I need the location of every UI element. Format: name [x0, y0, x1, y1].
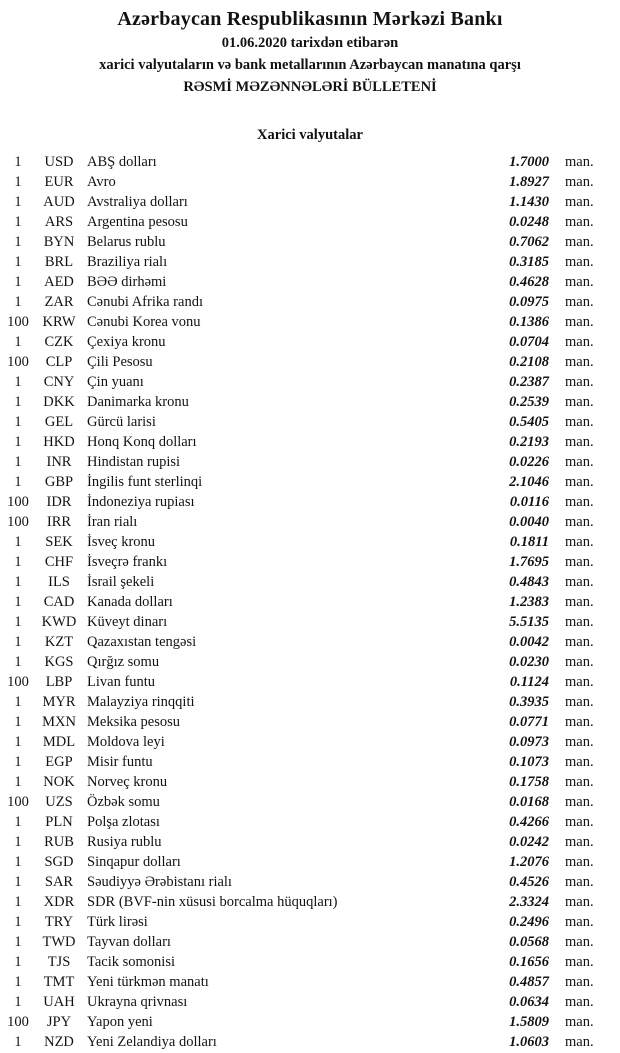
currency-rate-row — [0, 532, 620, 552]
unit-cell: man. — [565, 174, 594, 190]
currency-name-cell: İran rialı — [87, 514, 138, 530]
rate-value-cell: 0.0973 — [509, 734, 549, 750]
rate-value-cell: 0.4843 — [509, 574, 549, 590]
currency-code-cell: GEL — [44, 414, 74, 430]
quantity-cell: 1 — [14, 474, 22, 490]
unit-cell: man. — [565, 414, 594, 430]
currency-code-cell: SEK — [45, 534, 73, 550]
currency-name-cell: Rusiya rublu — [87, 834, 162, 850]
quantity-cell: 100 — [7, 674, 29, 690]
unit-cell: man. — [565, 674, 594, 690]
currency-name-cell: Meksika pesosu — [87, 714, 181, 730]
currency-rate-row — [0, 592, 620, 612]
currency-code-cell: ZAR — [44, 294, 74, 310]
currency-code-cell: MXN — [42, 714, 76, 730]
rate-value-cell: 0.1656 — [509, 954, 549, 970]
quantity-cell: 1 — [14, 294, 22, 310]
unit-cell: man. — [565, 274, 594, 290]
currency-code-cell: EGP — [45, 754, 73, 770]
rate-value-cell: 0.2387 — [509, 374, 549, 390]
unit-cell: man. — [565, 934, 594, 950]
currency-code-cell: NOK — [43, 774, 75, 790]
currency-code-cell: IDR — [46, 494, 72, 510]
currency-code-cell: NZD — [44, 1034, 74, 1050]
unit-cell: man. — [565, 914, 594, 930]
quantity-cell: 1 — [14, 834, 22, 850]
currency-name-cell: Cənubi Korea vonu — [87, 314, 201, 330]
currency-rate-row — [0, 572, 620, 592]
currency-name-cell: Ukrayna qrivnası — [87, 994, 188, 1010]
currency-name-cell: Livan funtu — [87, 674, 156, 690]
rate-value-cell: 0.0230 — [509, 654, 549, 670]
currency-rate-row — [0, 552, 620, 572]
currency-rate-row — [0, 392, 620, 412]
rate-value-cell: 0.1073 — [509, 754, 549, 770]
unit-cell: man. — [565, 234, 594, 250]
currency-name-cell: Küveyt dinarı — [87, 614, 168, 630]
currency-code-cell: BRL — [44, 254, 74, 270]
currency-rate-row — [0, 812, 620, 832]
currency-rate-row — [0, 672, 620, 692]
currency-code-cell: INR — [46, 454, 72, 470]
quantity-cell: 1 — [14, 994, 22, 1010]
currency-rate-row — [0, 152, 620, 172]
currency-name-cell: Yeni türkmən manatı — [87, 974, 209, 990]
rate-value-cell: 0.2496 — [509, 914, 549, 930]
currency-rate-row — [0, 1012, 620, 1032]
currency-name-cell: Argentina pesosu — [87, 214, 188, 230]
unit-cell: man. — [565, 634, 594, 650]
currency-name-cell: Tayvan dolları — [87, 934, 171, 950]
currency-name-cell: BƏƏ dirhəmi — [87, 274, 167, 290]
quantity-cell: 1 — [14, 694, 22, 710]
currency-code-cell: BYN — [43, 234, 75, 250]
currency-code-cell: TJS — [47, 954, 71, 970]
unit-cell: man. — [565, 774, 594, 790]
unit-cell: man. — [565, 554, 594, 570]
rate-value-cell: 1.0603 — [509, 1034, 549, 1050]
currency-name-cell: Kanada dolları — [87, 594, 173, 610]
currency-code-cell: CAD — [43, 594, 75, 610]
currency-rate-row — [0, 972, 620, 992]
unit-cell: man. — [565, 794, 594, 810]
currency-name-cell: Norveç kronu — [87, 774, 168, 790]
unit-cell: man. — [565, 954, 594, 970]
rate-value-cell: 0.3185 — [509, 254, 549, 270]
currency-rate-row — [0, 792, 620, 812]
currency-name-cell: Cənubi Afrika randı — [87, 294, 203, 310]
currency-code-cell: KZT — [44, 634, 74, 650]
rate-value-cell: 1.2076 — [509, 854, 549, 870]
unit-cell: man. — [565, 194, 594, 210]
rate-value-cell: 0.4857 — [509, 974, 549, 990]
rate-value-cell: 0.4266 — [509, 814, 549, 830]
unit-cell: man. — [565, 834, 594, 850]
currency-code-cell: TMT — [43, 974, 75, 990]
currency-rates-table — [0, 152, 620, 1052]
rate-value-cell: 0.1124 — [509, 674, 549, 690]
quantity-cell: 1 — [14, 614, 22, 630]
currency-name-cell: İsveçrə frankı — [87, 554, 168, 570]
currency-code-cell: PLN — [45, 814, 73, 830]
currency-rate-row — [0, 312, 620, 332]
currency-code-cell: USD — [44, 154, 74, 170]
rate-value-cell: 0.2108 — [509, 354, 549, 370]
rate-value-cell: 0.4628 — [509, 274, 549, 290]
unit-cell: man. — [565, 694, 594, 710]
currency-rate-row — [0, 192, 620, 212]
rate-value-cell: 0.0168 — [509, 794, 549, 810]
currency-name-cell: Hindistan rupisi — [87, 454, 181, 470]
currency-rate-row — [0, 432, 620, 452]
unit-cell: man. — [565, 334, 594, 350]
currency-name-cell: Braziliya rialı — [87, 254, 168, 270]
quantity-cell: 1 — [14, 454, 22, 470]
quantity-cell: 1 — [14, 714, 22, 730]
currency-name-cell: Misir funtu — [87, 754, 153, 770]
rate-value-cell: 5.5135 — [509, 614, 549, 630]
quantity-cell: 1 — [14, 734, 22, 750]
currency-rate-row — [0, 652, 620, 672]
currency-rate-row — [0, 632, 620, 652]
currency-code-cell: KWD — [41, 614, 77, 630]
currency-rate-row — [0, 332, 620, 352]
currency-code-cell: AED — [44, 274, 74, 290]
currency-rate-row — [0, 292, 620, 312]
unit-cell: man. — [565, 654, 594, 670]
currency-code-cell: LBP — [45, 674, 73, 690]
unit-cell: man. — [565, 974, 594, 990]
quantity-cell: 1 — [14, 254, 22, 270]
quantity-cell: 1 — [14, 814, 22, 830]
rate-value-cell: 0.0704 — [509, 334, 549, 350]
unit-cell: man. — [565, 294, 594, 310]
currency-code-cell: JPY — [46, 1014, 72, 1030]
quantity-cell: 1 — [14, 394, 22, 410]
quantity-cell: 1 — [14, 854, 22, 870]
section-title-foreign-currencies: Xarici valyutalar — [257, 127, 363, 143]
currency-code-cell: TWD — [42, 934, 76, 950]
currency-code-cell: SAR — [44, 874, 74, 890]
quantity-cell: 1 — [14, 414, 22, 430]
currency-rate-row — [0, 952, 620, 972]
bank-title: Azərbaycan Respublikasının Mərkəzi Bankı — [117, 8, 503, 30]
effective-date-line: 01.06.2020 tarixdən etibarən — [221, 35, 399, 51]
currency-code-cell: KGS — [44, 654, 74, 670]
quantity-cell: 1 — [14, 954, 22, 970]
currency-name-cell: İngilis funt sterlinqi — [87, 474, 203, 490]
currency-name-cell: Qazaxıstan tengəsi — [87, 634, 197, 650]
quantity-cell: 1 — [14, 154, 22, 170]
currency-code-cell: CZK — [44, 334, 74, 350]
currency-name-cell: Səudiyyə Ərəbistanı rialı — [87, 874, 232, 890]
currency-code-cell: MYR — [42, 694, 76, 710]
rate-value-cell: 1.1430 — [509, 194, 549, 210]
rate-value-cell: 0.0242 — [509, 834, 549, 850]
currency-rate-row — [0, 732, 620, 752]
unit-cell: man. — [565, 734, 594, 750]
currency-name-cell: Çexiya kronu — [87, 334, 166, 350]
unit-cell: man. — [565, 854, 594, 870]
quantity-cell: 100 — [7, 794, 29, 810]
currency-rate-row — [0, 872, 620, 892]
quantity-cell: 1 — [14, 174, 22, 190]
currency-code-cell: CHF — [44, 554, 74, 570]
currency-code-cell: XDR — [43, 894, 75, 910]
unit-cell: man. — [565, 434, 594, 450]
currency-name-cell: Qırğız somu — [87, 654, 160, 670]
currency-name-cell: Malayziya rinqqiti — [87, 694, 195, 710]
currency-name-cell: SDR (BVF-nin xüsusi borcalma hüquqları) — [87, 894, 338, 910]
currency-code-cell: TRY — [44, 914, 74, 930]
quantity-cell: 1 — [14, 974, 22, 990]
currency-name-cell: Belarus rublu — [87, 234, 166, 250]
quantity-cell: 1 — [14, 274, 22, 290]
currency-rate-row — [0, 492, 620, 512]
currency-name-cell: İsveç kronu — [87, 534, 156, 550]
quantity-cell: 1 — [14, 214, 22, 230]
bulletin-title-line: RƏSMİ MƏZƏNNƏLƏRİ BÜLLETENİ — [183, 79, 437, 95]
rate-value-cell: 0.3935 — [509, 694, 549, 710]
unit-cell: man. — [565, 394, 594, 410]
unit-cell: man. — [565, 594, 594, 610]
currency-rate-row — [0, 612, 620, 632]
quantity-cell: 1 — [14, 554, 22, 570]
quantity-cell: 1 — [14, 754, 22, 770]
unit-cell: man. — [565, 154, 594, 170]
currency-rate-row — [0, 892, 620, 912]
currency-rate-row — [0, 172, 620, 192]
currency-name-cell: İsrail şekeli — [87, 574, 155, 590]
rate-value-cell: 0.4526 — [509, 874, 549, 890]
rate-value-cell: 0.7062 — [509, 234, 549, 250]
currency-code-cell: MDL — [42, 734, 76, 750]
quantity-cell: 1 — [14, 774, 22, 790]
currency-code-cell: CLP — [45, 354, 73, 370]
rate-value-cell: 1.7000 — [509, 154, 549, 170]
quantity-cell: 1 — [14, 934, 22, 950]
rate-value-cell: 0.0975 — [509, 294, 549, 310]
unit-cell: man. — [565, 874, 594, 890]
quantity-cell: 1 — [14, 874, 22, 890]
currency-rate-row — [0, 772, 620, 792]
quantity-cell: 1 — [14, 534, 22, 550]
currency-name-cell: Moldova leyi — [87, 734, 165, 750]
subtitle-line: xarici valyutaların və bank metallarının Azərbaycan manatına qarşı — [99, 57, 521, 73]
unit-cell: man. — [565, 254, 594, 270]
currency-code-cell: DKK — [43, 394, 75, 410]
unit-cell: man. — [565, 514, 594, 530]
rate-value-cell: 0.1758 — [509, 774, 549, 790]
currency-code-cell: EUR — [44, 174, 74, 190]
currency-code-cell: RUB — [44, 834, 74, 850]
currency-code-cell: UZS — [45, 794, 73, 810]
rate-value-cell: 1.8927 — [509, 174, 549, 190]
currency-code-cell: AUD — [43, 194, 75, 210]
currency-name-cell: Yapon yeni — [87, 1014, 153, 1030]
currency-code-cell: CNY — [43, 374, 75, 390]
currency-code-cell: ARS — [44, 214, 74, 230]
rate-value-cell: 0.2539 — [509, 394, 549, 410]
quantity-cell: 1 — [14, 234, 22, 250]
unit-cell: man. — [565, 894, 594, 910]
rate-value-cell: 2.3324 — [509, 894, 549, 910]
currency-rate-row — [0, 252, 620, 272]
currency-rate-row — [0, 912, 620, 932]
currency-rate-row — [0, 932, 620, 952]
unit-cell: man. — [565, 474, 594, 490]
currency-code-cell: SGD — [44, 854, 74, 870]
rate-value-cell: 0.0116 — [509, 494, 549, 510]
currency-name-cell: Danimarka kronu — [87, 394, 189, 410]
unit-cell: man. — [565, 814, 594, 830]
currency-rate-row — [0, 512, 620, 532]
currency-rate-row — [0, 372, 620, 392]
currency-rate-row — [0, 852, 620, 872]
currency-name-cell: Özbək somu — [87, 794, 160, 810]
rate-value-cell: 0.5405 — [509, 414, 549, 430]
unit-cell: man. — [565, 714, 594, 730]
quantity-cell: 1 — [14, 1034, 22, 1050]
currency-code-cell: HKD — [43, 434, 75, 450]
quantity-cell: 1 — [14, 654, 22, 670]
rate-value-cell: 1.5809 — [509, 1014, 549, 1030]
rate-value-cell: 0.0634 — [509, 994, 549, 1010]
unit-cell: man. — [565, 1014, 594, 1030]
unit-cell: man. — [565, 534, 594, 550]
currency-name-cell: Avstraliya dolları — [87, 194, 188, 210]
quantity-cell: 100 — [7, 1014, 29, 1030]
currency-rate-row — [0, 272, 620, 292]
currency-name-cell: Honq Konq dolları — [87, 434, 197, 450]
currency-rate-row — [0, 232, 620, 252]
currency-code-cell: IRR — [46, 514, 72, 530]
currency-name-cell: Tacik somonisi — [87, 954, 175, 970]
currency-rate-row — [0, 692, 620, 712]
currency-rate-row — [0, 412, 620, 432]
unit-cell: man. — [565, 374, 594, 390]
currency-name-cell: Sinqapur dolları — [87, 854, 181, 870]
unit-cell: man. — [565, 994, 594, 1010]
currency-rate-row — [0, 992, 620, 1012]
currency-name-cell: Çin yuanı — [87, 374, 144, 390]
unit-cell: man. — [565, 214, 594, 230]
unit-cell: man. — [565, 354, 594, 370]
currency-rate-row — [0, 472, 620, 492]
rate-value-cell: 1.2383 — [509, 594, 549, 610]
bulletin-header — [0, 7, 620, 98]
rate-value-cell: 0.1811 — [509, 534, 549, 550]
quantity-cell: 100 — [7, 494, 29, 510]
rate-value-cell: 0.0568 — [509, 934, 549, 950]
unit-cell: man. — [565, 1034, 594, 1050]
rate-value-cell: 0.0042 — [509, 634, 549, 650]
rate-value-cell: 0.1386 — [509, 314, 549, 330]
quantity-cell: 1 — [14, 594, 22, 610]
currency-code-cell: KRW — [42, 314, 76, 330]
currency-rate-row — [0, 712, 620, 732]
unit-cell: man. — [565, 454, 594, 470]
unit-cell: man. — [565, 314, 594, 330]
rate-value-cell: 1.7695 — [509, 554, 549, 570]
currency-rate-row — [0, 212, 620, 232]
currency-code-cell: UAH — [43, 994, 75, 1010]
quantity-cell: 1 — [14, 374, 22, 390]
rate-value-cell: 0.2193 — [509, 434, 549, 450]
quantity-cell: 1 — [14, 574, 22, 590]
quantity-cell: 1 — [14, 894, 22, 910]
currency-rate-row — [0, 752, 620, 772]
rate-value-cell: 0.0771 — [509, 714, 549, 730]
unit-cell: man. — [565, 614, 594, 630]
currency-rate-row — [0, 452, 620, 472]
currency-name-cell: Yeni Zelandiya dolları — [87, 1034, 217, 1050]
currency-name-cell: Avro — [87, 174, 116, 190]
currency-name-cell: Türk lirəsi — [87, 914, 148, 930]
quantity-cell: 1 — [14, 194, 22, 210]
currency-code-cell: GBP — [44, 474, 74, 490]
quantity-cell: 1 — [14, 634, 22, 650]
rate-value-cell: 0.0040 — [509, 514, 549, 530]
currency-rate-row — [0, 832, 620, 852]
quantity-cell: 100 — [7, 314, 29, 330]
rate-value-cell: 0.0248 — [509, 214, 549, 230]
unit-cell: man. — [565, 574, 594, 590]
currency-rate-row — [0, 352, 620, 372]
currency-name-cell: İndoneziya rupiası — [87, 494, 195, 510]
rate-value-cell: 0.0226 — [509, 454, 549, 470]
currency-rate-row — [0, 1032, 620, 1052]
currency-name-cell: ABŞ dolları — [87, 154, 157, 170]
currency-name-cell: Gürcü larisi — [87, 414, 156, 430]
unit-cell: man. — [565, 754, 594, 770]
quantity-cell: 1 — [14, 334, 22, 350]
quantity-cell: 100 — [7, 514, 29, 530]
quantity-cell: 1 — [14, 434, 22, 450]
quantity-cell: 1 — [14, 914, 22, 930]
quantity-cell: 100 — [7, 354, 29, 370]
currency-code-cell: ILS — [48, 574, 70, 590]
currency-name-cell: Çili Pesosu — [87, 354, 153, 370]
rate-value-cell: 2.1046 — [509, 474, 549, 490]
currency-name-cell: Polşa zlotası — [87, 814, 160, 830]
unit-cell: man. — [565, 494, 594, 510]
